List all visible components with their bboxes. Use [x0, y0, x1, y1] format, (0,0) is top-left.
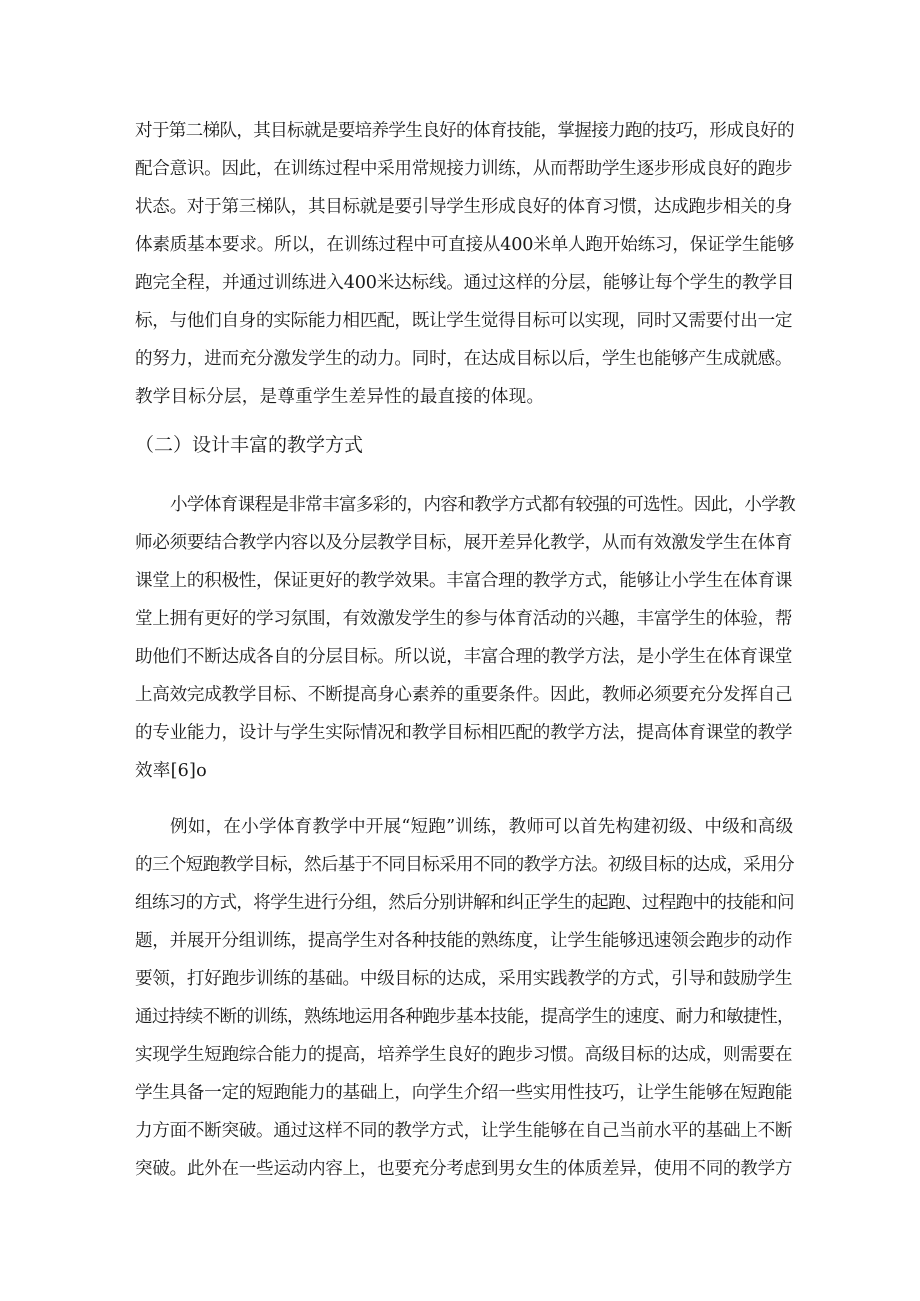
text-line: 师必须要结合教学内容以及分层教学目标，展开差异化教学，从而有效激发学生在体育 [135, 533, 793, 553]
text-line: 状态。对于第三梯队，其目标就是要引导学生形成良好的体育习惯，达成跑步相关的身 [135, 197, 793, 217]
text-line: 要领，打好跑步训练的基础。中级目标的达成，采用实践教学的方式，引导和鼓励学生 [135, 969, 793, 989]
text-line: 学生具备一定的短跑能力的基础上，向学生介绍一些实用性技巧，让学生能够在短跑能 [135, 1083, 793, 1103]
text-line: 助他们不断达成各自的分层目标。所以说，丰富合理的教学方法，是小学生在体育课堂 [135, 647, 793, 667]
text-line: 组练习的方式，将学生进行分组，然后分别讲解和纠正学生的起跑、过程跑中的技能和问 [135, 893, 794, 913]
text-line: 效率[6]o [135, 761, 207, 781]
text-line: 题，并展开分组训练，提高学生对各种技能的熟练度，让学生能够迅速领会跑步的动作 [135, 931, 793, 951]
text-line: 教学目标分层，是尊重学生差异性的最直接的体现。 [135, 387, 545, 407]
text-line: 的专业能力，设计与学生实际情况和教学目标相匹配的教学方法，提高体育课堂的教学 [135, 723, 793, 743]
text-line: 课堂上的积极性，保证更好的教学效果。丰富合理的教学方式，能够让小学生在体育课 [135, 571, 793, 591]
text-line: 的三个短跑教学目标，然后基于不同目标采用不同的教学方法。初级目标的达成，采用分 [135, 855, 794, 875]
text-line: 突破。此外在一些运动内容上，也要充分考虑到男女生的体质差异，使用不同的教学方 [135, 1159, 793, 1179]
text-line: 堂上拥有更好的学习氛围，有效激发学生的参与体育活动的兴趣，丰富学生的体验，帮 [135, 609, 793, 629]
text-line: 实现学生短跑综合能力的提高，培养学生良好的跑步习惯。高级目标的达成，则需要在 [135, 1045, 793, 1065]
text-line: 的努力，进而充分激发学生的动力。同时，在达成目标以后，学生也能够产生成就感。 [135, 349, 793, 369]
text-line: 标，与他们自身的实际能力相匹配，既让学生觉得目标可以实现，同时又需要付出一定 [135, 311, 793, 331]
text-line: 体素质基本要求。所以，在训练过程中可直接从400米单人跑开始练习，保证学生能够 [135, 235, 795, 255]
text-line: 例如，在小学体育教学中开展“短跑”训练，教师可以首先构建初级、中级和高级 [170, 817, 794, 837]
text-line: 小学体育课程是非常丰富多彩的，内容和教学方式都有较强的可选性。因此，小学教 [170, 495, 796, 515]
section-heading: （二）设计丰富的教学方式 [135, 434, 364, 456]
text-line: 上高效完成教学目标、不断提高身心素养的重要条件。因此，教师必须要充分发挥自己 [135, 685, 793, 705]
text-line: 力方面不断突破。通过这样不同的教学方式，让学生能够在自己当前水平的基础上不断 [135, 1121, 793, 1141]
text-line: 对于第二梯队，其目标就是要培养学生良好的体育技能，掌握接力跑的技巧，形成良好的 [135, 121, 794, 141]
text-line: 配合意识。因此，在训练过程中采用常规接力训练，从而帮助学生逐步形成良好的跑步 [135, 159, 793, 179]
text-line: 跑完全程，并通过训练进入400米达标线。通过这样的分层，能够让每个学生的教学目 [135, 273, 795, 293]
text-line: 通过持续不断的训练，熟练地运用各种跑步基本技能，提高学生的速度、耐力和敏捷性， [135, 1007, 794, 1027]
